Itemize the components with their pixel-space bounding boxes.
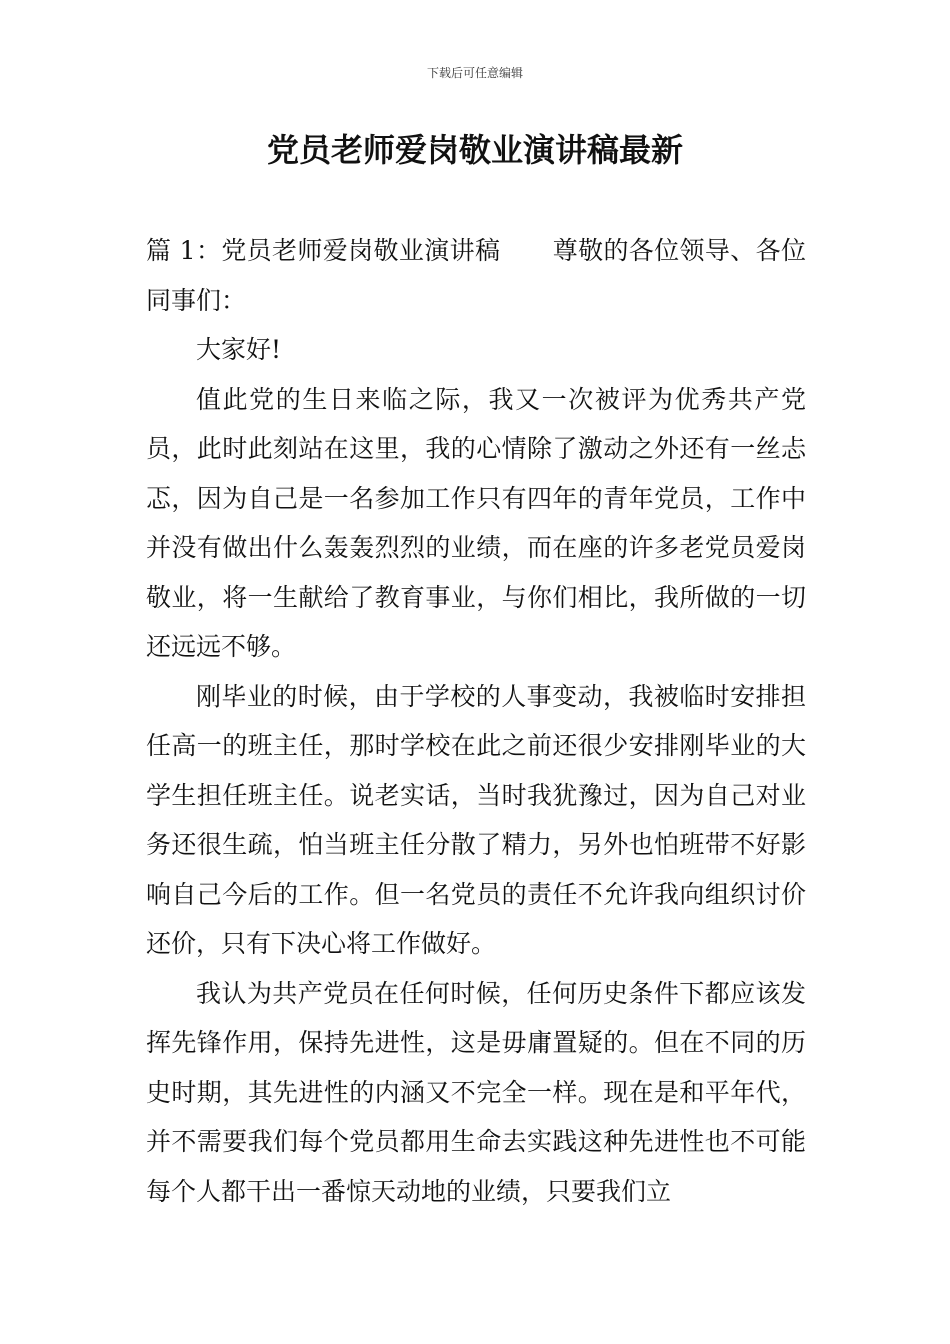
paragraph-2: 刚毕业的时候，由于学校的人事变动，我被临时安排担任高一的班主任，那时学校在此之前还很少安排刚毕业的大学生担任班主任。说老实话，当时我犹豫过，因为自己对业务还很生疏，怕当班主任分散了精力，另外也怕班带不好影响自己今后的工作。但一名党员的责任不允许我向组织讨价还价，只有下决心将工作做好。 (146, 681, 806, 958)
section-heading-paragraph (146, 226, 806, 325)
section-label: 篇 1：党员老师爱岗敬业演讲稿 (146, 236, 501, 265)
salutation: 尊敬的各位领导、各位同事们： (146, 236, 806, 315)
document-body (146, 226, 806, 1216)
header-note: 下载后可任意编辑 (426, 66, 523, 80)
greeting: 大家好! (196, 335, 282, 364)
document-title: 党员老师爱岗敬业演讲稿最新 (266, 131, 683, 169)
paragraph-1: 值此党的生日来临之际，我又一次被评为优秀共产党员，此时此刻站在这里，我的心情除了激动之外还有一丝忐忑，因为自己是一名参加工作只有四年的青年党员，工作中并没有做出什么轰轰烈烈的业绩，而在座的许多老党员爱岗敬业，将一生献给了教育事业，与你们相比，我所做的一切还远远不够。 (146, 384, 806, 661)
paragraph-3: 我认为共产党员在任何时候，任何历史条件下都应该发挥先锋作用，保持先进性，这是毋庸置疑的。但在不同的历史时期，其先进性的内涵又不完全一样。现在是和平年代，并不需要我们每个党员都用生命去实践这种先进性也不可能每个人都干出一番惊天动地的业绩，只要我们立 (146, 978, 806, 1206)
